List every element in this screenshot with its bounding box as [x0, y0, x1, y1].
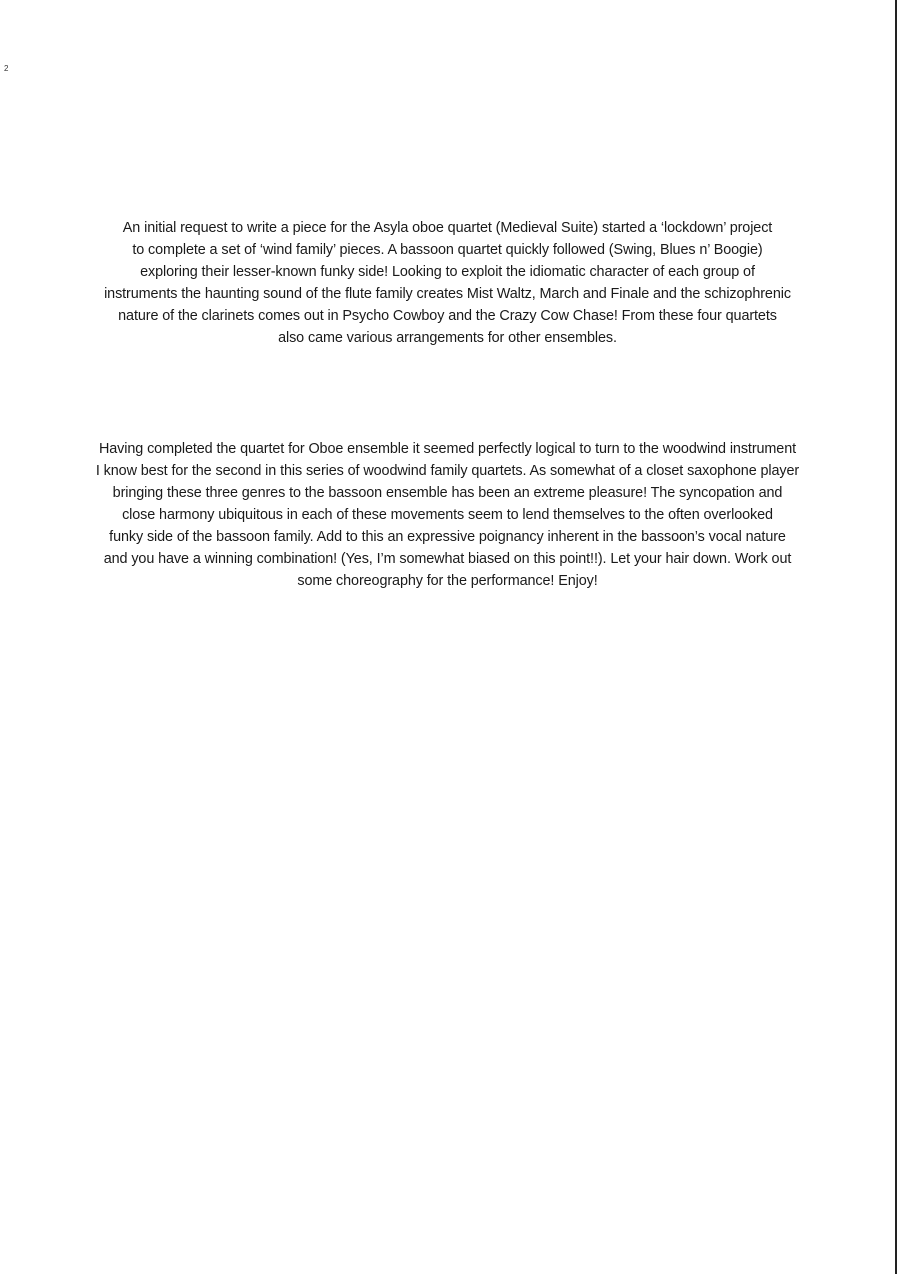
paragraph-line: Having completed the quartet for Oboe ensemble it seemed perfectly logical to turn to the woodwind instrument [98, 441, 797, 457]
paragraph-line: funky side of the bassoon family. Add to this an expressive poignancy inherent in the bassoon’s vocal nature [109, 529, 786, 545]
paragraph-line: also came various arrangements for other ensembles. [278, 330, 617, 346]
paragraph-line: to complete a set of ‘wind family’ pieces. A bassoon quartet quickly followed (Swing, Blues n’ Boogie) [132, 242, 763, 258]
paragraph-line: some choreography for the performance! Enjoy! [297, 573, 598, 589]
page-number: 2 [4, 64, 9, 73]
paragraph-line: instruments the haunting sound of the flute family creates Mist Waltz, March and Finale and the schizophrenic [104, 286, 791, 302]
paragraph-line: bringing these three genres to the bassoon ensemble has been an extreme pleasure! The syncopation and [112, 485, 783, 501]
intro-paragraph [20, 217, 875, 349]
paragraph-line: and you have a winning combination! (Yes, I’m somewhat biased on this point!!). Let your hair down. Work out [103, 551, 792, 567]
paragraph-line: An initial request to write a piece for the Asyla oboe quartet (Medieval Suite) started a ‘lockdown’ project [122, 220, 773, 236]
paragraph-line: nature of the clarinets comes out in Psycho Cowboy and the Crazy Cow Chase! From these four quartets [118, 308, 777, 324]
paragraph-line: I know best for the second in this series of woodwind family quartets. As somewhat of a closet saxophone player [95, 463, 800, 479]
paragraph-line: close harmony ubiquitous in each of these movements seem to lend themselves to the often overlooked [122, 507, 773, 523]
paragraph-line: exploring their lesser-known funky side! Looking to exploit the idiomatic character of each group of [140, 264, 755, 280]
bassoon-paragraph [20, 438, 875, 592]
